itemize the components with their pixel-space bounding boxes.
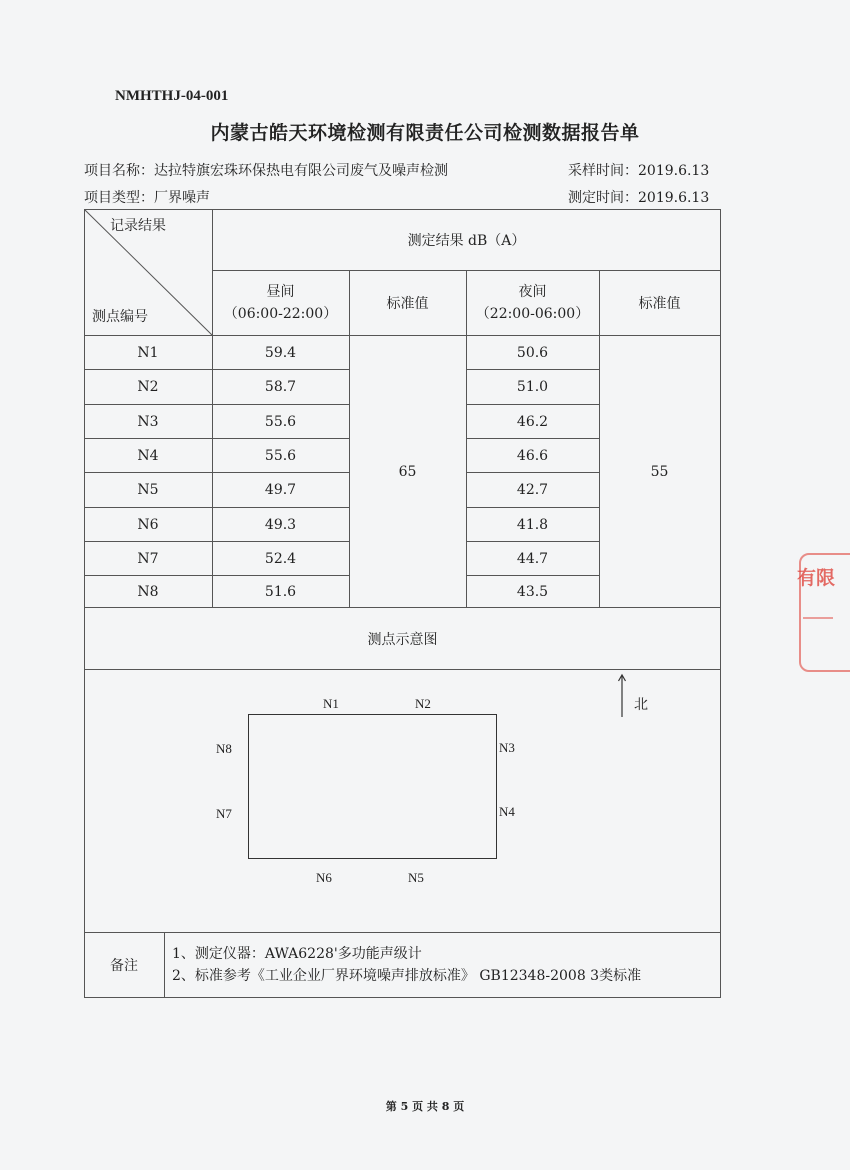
night-value-cell: 50.6 — [516, 344, 549, 361]
day-value-cell: 55.6 — [264, 447, 297, 464]
north-arrow-icon — [617, 672, 627, 718]
table-border-right — [720, 209, 721, 998]
day-value-cell: 59.4 — [264, 344, 297, 361]
diagram-title-rule — [84, 669, 721, 670]
measure-time-label: 测定时间： — [568, 190, 638, 206]
point-cell: N7 — [137, 550, 159, 567]
notes-line-2: 2、标准参考《工业企业厂界环境噪声排放标准》 GB12348-2008 3类标准 — [172, 968, 642, 984]
point-label-n5: N5 — [408, 870, 424, 885]
sampling-time-row — [568, 160, 709, 180]
point-label-n2: N2 — [415, 696, 431, 711]
night-value-cell: 41.8 — [516, 516, 549, 533]
page-title: 内蒙古皓天环境检测有限责任公司检测数据报告单 — [210, 122, 640, 144]
night-value-cell: 51.0 — [516, 379, 549, 395]
corner-top-label: 记录结果 — [110, 218, 166, 234]
day-value-cell: 51.6 — [264, 583, 297, 600]
notes-col-rule — [164, 932, 165, 998]
point-cell: N3 — [137, 413, 159, 430]
notes-line-1: 1、测定仪器：AWA6228'多功能声级计 — [172, 946, 422, 962]
night-value-cell: 46.2 — [516, 413, 549, 430]
night-range: （22:00-06:00） — [475, 305, 590, 322]
notes-label: 备注 — [110, 958, 138, 974]
day-value-cell: 49.7 — [264, 482, 297, 498]
point-label-n1: N1 — [323, 696, 339, 711]
day-value-cell: 55.6 — [264, 413, 297, 430]
day-label: 昼间 — [266, 283, 295, 300]
point-cell: N4 — [137, 447, 159, 464]
project-type-row — [84, 187, 210, 207]
document-code: NMHTHJ-04-001 — [115, 88, 229, 104]
project-type-value: 厂界噪声 — [154, 190, 210, 206]
table-border-bottom — [84, 997, 721, 998]
point-label-n4: N4 — [499, 804, 515, 819]
point-cell: N5 — [137, 482, 159, 498]
point-cell: N6 — [137, 516, 159, 533]
day-value-cell: 58.7 — [264, 379, 297, 395]
day-standard-header: 标准值 — [386, 295, 429, 312]
point-cell: N8 — [137, 583, 159, 600]
project-name-label: 项目名称： — [84, 163, 154, 179]
corner-bottom-label: 测点编号 — [92, 309, 148, 325]
night-standard-header: 标准值 — [638, 295, 681, 312]
point-label-n6: N6 — [316, 870, 332, 885]
day-value-cell: 49.3 — [264, 516, 297, 533]
seal-text: 有限 — [797, 567, 836, 589]
point-label-n7: N7 — [216, 806, 232, 821]
day-header — [212, 270, 349, 335]
point-label-n3: N3 — [499, 740, 515, 755]
point-cell: N1 — [137, 344, 159, 361]
day-standard-value: 65 — [398, 463, 417, 480]
day-value-cell: 52.4 — [264, 550, 297, 567]
site-boundary — [248, 714, 497, 859]
night-value-cell: 44.7 — [516, 550, 549, 567]
night-label: 夜间 — [518, 283, 547, 300]
page-footer: 第 5 页 共 8 页 — [385, 1100, 465, 1113]
project-name-row — [84, 160, 448, 180]
point-cell: N2 — [137, 379, 159, 395]
point-label-n8: N8 — [216, 741, 232, 756]
measure-time-value: 2019.6.13 — [638, 190, 710, 206]
day-range: （06:00-22:00） — [223, 305, 338, 322]
notes-top-rule — [84, 932, 721, 933]
project-type-label: 项目类型： — [84, 190, 154, 206]
seal-mark — [803, 617, 833, 619]
red-seal-stamp — [793, 545, 850, 675]
diagram-title: 测点示意图 — [367, 631, 438, 648]
project-name-value: 达拉特旗宏珠环保热电有限公司废气及噪声检测 — [154, 163, 448, 179]
result-header: 测定结果 dB（A） — [407, 232, 526, 249]
night-value-cell: 46.6 — [516, 447, 549, 464]
night-value-cell: 42.7 — [516, 482, 549, 498]
night-header — [466, 270, 599, 335]
measure-time-row — [568, 187, 709, 207]
sampling-time-label: 采样时间： — [568, 163, 638, 179]
night-value-cell: 43.5 — [516, 583, 549, 600]
night-standard-value: 55 — [650, 463, 669, 480]
north-label: 北 — [634, 697, 648, 713]
sampling-time-value: 2019.6.13 — [638, 163, 710, 179]
